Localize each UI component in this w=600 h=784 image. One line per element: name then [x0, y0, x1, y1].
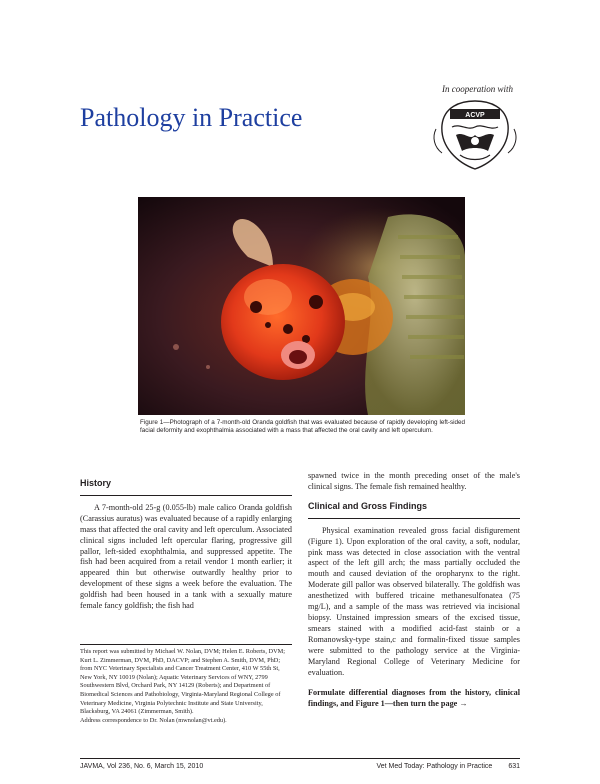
page-number: 631 — [508, 763, 520, 770]
footer-right — [376, 763, 520, 770]
figure-caption: Figure 1—Photograph of a 7-month-old Oranda goldfish that was evaluated because of rapidly developing left-sided facial deformity and exophthalmia associated with a mass that affected the oral cavity and left operculum. — [140, 419, 465, 435]
goldfish-photo — [138, 197, 465, 415]
history-paragraph: A 7-month-old 25-g (0.055-lb) male calico Oranda goldfish (Carassius auratus) was evaluated because of a rapidly enlarging mass that affected the oral cavity and left operculum. Associated clinical signs included left opercular flaring, progressive gill pallor, left-sided exophthalmia, and suppressed appetite. The fish had been acquired from a retail vendor 1 month earlier; it appeared thin but otherwise outwardly healthy prior to development of these signs a week before the evaluation. The goldfish had been housed in a tank with a sexually mature female fancy goldfish; the fish had — [80, 502, 292, 611]
submission-note — [80, 648, 292, 725]
footer-divider — [80, 758, 520, 759]
page-title: Pathology in Practice — [80, 103, 303, 132]
logo-text: ACVP — [465, 112, 485, 119]
turn-page-prompt: Formulate differential diagnoses from the history, clinical findings, and Figure 1—then turn the page → — [308, 688, 520, 709]
journal-citation: JAVMA, Vol 236, No. 6, March 15, 2010 — [80, 763, 204, 770]
findings-heading: Clinical and Gross Findings — [308, 500, 428, 511]
submission-text: This report was submitted by Michael W. Nolan, DVM; Helen E. Roberts, DVM; Kurt L. Zimmerman, DVM, PhD, DACVP; and Stephen A. Smith, DVM, PhD; from NYC Veterinary Specialists and Cancer Treatment Center, 410 W 55th St, New York, NY 10019 (Nolan); Aquatic Veterinary Services of WNY, 2799 Southwestern Blvd, Orchard Park, NY 14129 (Roberts); and Department of Biomedical Sciences and Pathobiology, Virginia-Maryland Regional College of Veterinary Medicine, Virginia Polytechnic Institute and State University, Blacksburg, VA 24061 (Zimmerman, Smith). — [80, 648, 285, 716]
correspondence-text: Address correspondence to Dr. Nolan (mwnolan@vt.edu). — [80, 716, 227, 724]
section-label: Vet Med Today: Pathology in Practice — [376, 763, 493, 770]
history-rule — [80, 495, 292, 496]
left-column — [80, 478, 292, 612]
findings-paragraph: Physical examination revealed gross facial disfigurement (Figure 1). Upon exploration of the oral cavity, a soft, nodular, pink mass was detected in close association with the ventral aspect of the left gill arch; the mass partially occluded the mouth and caused deviation of the oropharynx to the right. Moderate gill pallor was observed bilaterally. The goldfish was anesthetized with buffered tricaine methanesulfonatea (75 mg/L), and a sample of the mass was retrieved via incisional biopsy. Unstained impression smears of the excised tissue, smears stained with a modified acid-fast stainb or a Romanowsky-type stain,c and formalin-fixed tissue samples were submitted to the pathology service at the Virginia-Maryland Regional College of Veterinary Medicine for evaluation. — [308, 525, 520, 677]
history-heading: History — [80, 478, 112, 488]
footnote-divider — [80, 644, 292, 645]
findings-rule — [308, 518, 520, 519]
right-column — [308, 471, 520, 710]
cooperation-label: In cooperation with — [442, 84, 513, 94]
acvp-logo — [430, 95, 520, 175]
history-continuation: spawned twice in the month preceding onset of the male's clinical signs. The female fish remained healthy. — [308, 471, 520, 491]
